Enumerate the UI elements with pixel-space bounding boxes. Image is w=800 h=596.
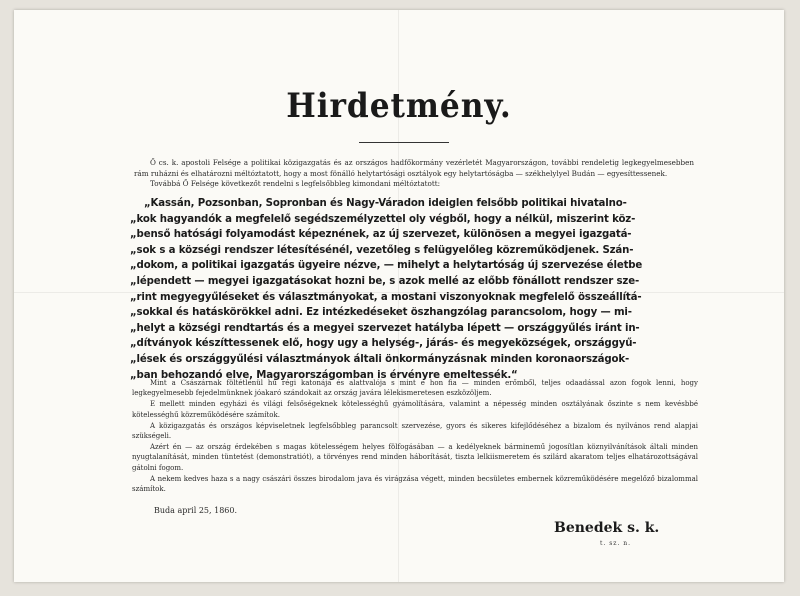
poster-sheet (14, 10, 784, 582)
decree-line: „lések és országgyűlési választmányok általi önkormányzásnak minden koronaországok- (130, 353, 630, 365)
decree-line: „dokom, a politikai igazgatás ügyeire nézve, — mihelyt a helytartóság új szervezése életbe (130, 260, 643, 272)
body-paragraph: Mint a Császárnak föltétlenül hű régi katonája és alattvalója s mint e hon fia — minden erőmből, teljes odaadással azon fogok lenni, hogy legkegyelmesebb fejedelmünknek jóakaró szándokait az ország javára lélekismeretesen eszközöljem. (132, 379, 698, 398)
body-paragraph: Azért én — az ország érdekében s magas kötelességem helyes fölfogásában — a kedélyeknek bárminemű jogosítlan köznyilvánítások általi minden nyugtalanítását, minden tüntetést (demonstratiót), a törvényes rend minden háborítását, tiszta lelkiismeretem és szilárd akaratom teljes elhatározottságával gátolni fogom. (132, 443, 698, 472)
title-divider (359, 142, 449, 143)
decree-line: „sokkal és hatáskörökkel adni. Ez intézkedéseket öszhangzólag parancsolom, hogy — mi- (130, 307, 632, 319)
body-paragraph: A közigazgatás és országos képviseletnek legfelsőbbleg parancsolt szervezése, gyors és sikeres kifejlődéséhez a bizalom és nyilvános rend alapjai szükségeli. (132, 421, 698, 441)
decree-line: „ban behozandó elve, Magyarországomban is érvényre emeltessék.“ (130, 369, 518, 381)
decree-line: „rint megyegyűléseket és választmányokat, a mostani viszonyoknak megfelelő összeállítá- (130, 291, 642, 303)
decree-line: „dítványok készíttessenek elő, hogy ugy a helység-, járás- és megyeközségek, országgyű- (130, 338, 637, 350)
date-line: Buda april 25, 1860. (154, 506, 238, 515)
decree-line: „kok hagyandók a megfelelő segédszemélyzettel oly végből, hogy a nélkül, miszerint köz- (130, 213, 636, 225)
decree-quote (130, 196, 690, 383)
decree-line: „Kassán, Pozsonban, Sopronban és Nagy-Váradon ideiglen felsőbb politikai hivatalno- (144, 198, 627, 209)
decree-line: „sok s a községi rendszer létesítésénél, vezetőleg s felügyelőleg közreműködjenek. Szán- (130, 244, 634, 256)
intro-paragraph: Ő cs. k. apostoli Felsége a politikai közigazgatás és az országos hadfőkormány vezérletét Magyarországon, további rendeletig legkegyelmesebben rám ruházni és elhatározni méltóztatott, hogy a most fönálló helytartósági osztályok egy helytartóságba — székhelylyel Budán — egyesíttessenek. (134, 158, 694, 178)
body-paragraph: A nekem kedves haza s a nagy császári összes birodalom java és virágzása végett, minden becsületes embernek közreműködésére megelőző bizalommal számítok. (132, 474, 698, 494)
intro-text (134, 158, 694, 190)
decree-line: „benső hatósági folyamodást képeznének, az új szervezet, különösen a megyei igazgatá- (130, 229, 632, 241)
body-paragraph: E mellett minden egyházi és világi felsőségeknek kötelességhű gyámolítására, valamint a népesség minden osztályának őszinte s nem kevésbbé kötelességhű közreműködésére számítok. (132, 400, 698, 419)
body-text (132, 378, 698, 495)
document-title: Hirdetmény. (286, 86, 512, 126)
decree-line: „lépendett — megyei igazgatásokat hozni be, s azok mellé az előbb fönállott rendszer sze- (130, 275, 640, 287)
intro-paragraph: Továbbá Ő Felsége következőt rendelni s legfelsőbbleg kimondani méltóztatott: (150, 179, 441, 189)
decree-line: „helyt a községi rendtartás és a megyei szervezet hatályba lépett — országgyűlés iránt in- (130, 322, 640, 334)
signature-rank: t. sz. n. (600, 540, 632, 547)
signature: Benedek s. k. (554, 520, 660, 536)
